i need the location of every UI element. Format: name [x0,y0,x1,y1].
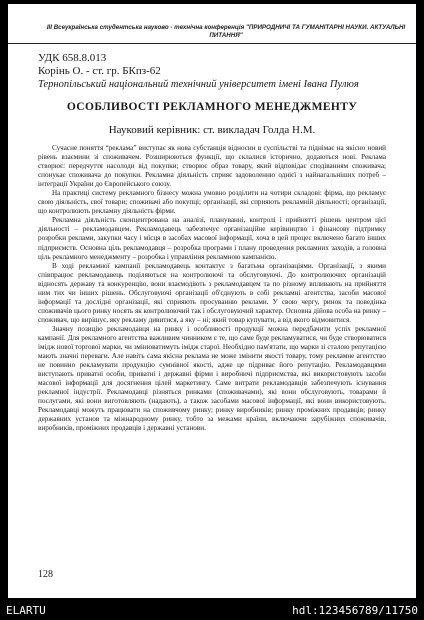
article-title: ОСОБЛИВОСТІ РЕКЛАМНОГО МЕНЕДЖМЕНТУ [66,101,358,113]
running-header: ІІІ Всеукраїнська студентська науково - технічна конференція "ПРИРОДНИЧІ ТА ГУМАНІТАРНІ НАУКИ. АКТУАЛЬНІ ПИТАННЯ" [46,24,406,39]
handle-link[interactable]: hdl:123456789/11750 [292,604,418,617]
header-band [8,4,416,44]
paragraph: Значну позицію рекламодавця на ринку і особливості продукції можна передбачити успіх рекламної кампанії. Для рекламного агентства важливим чинником є те, що саме буде рекламуватися, чи буде створюватися імідж нової торгової марки, чи змінюватимуть імідж старої. Необхідно пам'ятати, що марки зі сталою репутацією мають значні переваги. Але навіть сама якісна реклама не може змінити якості товару, тому рекламне агентство не повинно рекламувати продукцію сумнівної якості, адже це підриває його репутацію. Рекламодавцями виступають приватні особи, приватні і державні фірми і виробничі підприємства, які використовують засоби масової інформації для досягнення цілей маркетингу. Саме витрати рекламодавців забезпечують існування рекламної індустрії. Рекламодавці різняться ринками (споживачами), які вони обслуговують, товарами й послугами, які вони виготовляють (надають), а також засобами масової інформації, які вони використовують. Рекламодавці можуть працювати на споживчому ринку; ринку виробників; ринку проміжних продавців; ринку державних установ та міжнародному ринку, тобто за межами країни, включаючи зарубіжних споживачів, виробників, проміжних продавців і державні установи. [38,324,386,433]
affiliation: Тернопільський національний технічний університет імені Івана Пулюя [38,79,359,90]
repository-name: ELARTU [6,604,46,617]
document-page [8,4,416,598]
supervisor-line: Науковий керівник: ст. викладач Голда Н.М. [108,124,316,136]
page-number: 128 [38,569,53,580]
udc-code: УДК 658.8.013 [38,52,107,64]
paragraph: В ході рекламної кампанії рекламодавець контактує з багатьма організаціями. Організації, з якими співпрацює рекламодавець поділяються на контролюючі та обслуговуючі. До контролюючих організацій відносять державу та конкуренцію, вони взаємодіють з рекламодавцем та по різному впливають на прийняття ним тих чи інших рішень. Обслуговуючі організації об'єднують в собі рекламні агентства, засоби масової інформації та дослідні організації, які сприяють просуванню реклами. У свою чергу, ринок та поведінка споживачів цього ринку носять як контролюючий так і обслуговуючий характер. Основна дійова особа на ринку – споживач, що вирішує, яку рекламу дивитися, а яку – ні; який товар купувати, а від якого відмовитися. [38,261,386,324]
paragraph: Сучасне поняття “реклама” виступає як нова субстанція відносин в суспільстві та піднімає на якісно новий рівень взаємини зі споживачем. Розширюються функції, що склалися історично, додаються нові. Реклама створює: передчуття насолоди від покупки; створює образ товару, який відповідає сподіванням споживача; спонукає споживача до покупки. Рекламна діяльність сприяє задоволенню однієї з найнагальніших потреб – інтеграції України до Європейського союзу. [38,144,386,189]
article-body [38,144,386,434]
paragraph: На практиці систему рекламного бізнесу можна умовно розділити на чотири складові: фірма, що рекламує свою діяльність, свої товари; споживачі або покупці; організації, які сприяють рекламній діяльності; організації, що контролюють рекламну діяльність фірми. [38,189,386,216]
author-line: Корінь О. - ст. гр. БКпз-62 [38,65,161,77]
paragraph: Рекламна діяльність сконцентрована на аналізі, плануванні, контролі і прийнятті рішень центром цієї діяльності – рекламодавцем. Рекламодавець забезпечує організаційне керівництво і фінансову підтримку розробки реклами, закупки часу і місця в засобах масової інформації, хоча в цей процес включено багато інших підприємств. Основна ціль рекламодавця – розробка програми і плану проведення рекламних заходів, а головна ціль рекламного менеджменту – розробка і управління рекламною кампанією. [38,216,386,261]
status-bar [0,600,424,620]
